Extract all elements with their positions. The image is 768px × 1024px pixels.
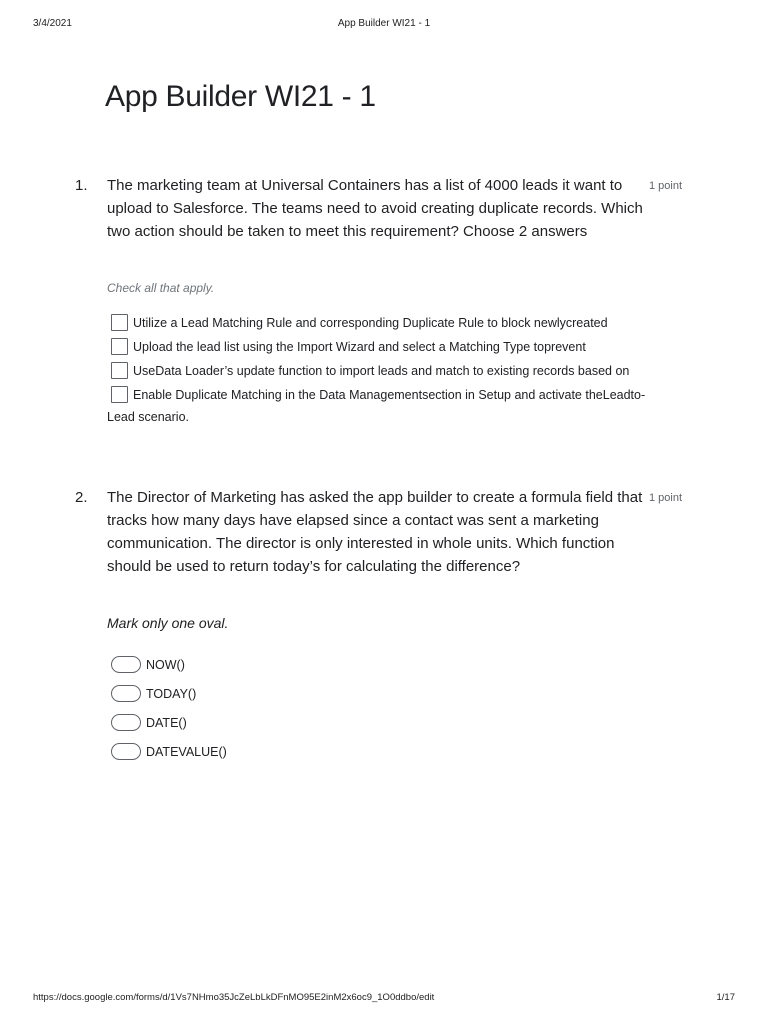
checkbox[interactable] [111,338,128,355]
question-instruction: Check all that apply. [107,281,215,295]
radio-oval[interactable] [111,714,141,731]
option-label: Enable Duplicate Matching in the Data Managementsection in Setup and activate theLeadto-Lead scenario. [107,388,646,424]
option-label: UseData Loader’s update function to import leads and match to existing records based on [133,364,630,378]
checkbox[interactable] [111,386,128,403]
checkbox-option[interactable] [107,312,707,334]
page-url: https://docs.google.com/forms/d/1Vs7NHmo35JcZeLbLkDFnMO95E2inM2x6oc9_1O0ddbo/edit [33,992,435,1003]
print-header [33,18,735,32]
radio-oval[interactable] [111,743,141,760]
option-label: Upload the lead list using the Import Wizard and select a Matching Type toprevent [133,340,586,354]
option-label: NOW() [146,658,185,672]
radio-oval[interactable] [111,685,141,702]
question-text: The Director of Marketing has asked the app builder to create a formula field that tracks how many days have elapsed since a contact was sent a marketing communication. The director is only interested in whole units. Which function should be used to return today’s for calculating the difference? [107,489,643,575]
option-label: DATE() [146,716,187,730]
checkbox[interactable] [111,314,128,331]
radio-option[interactable] [107,712,707,734]
question-points: 1 point [649,180,683,192]
radio-option[interactable] [107,654,707,676]
option-label: TODAY() [146,687,197,701]
page-number: 1/17 [716,992,735,1003]
print-footer [33,992,735,1006]
radio-option[interactable] [107,683,707,705]
radio-option[interactable] [107,741,707,763]
checkbox-option[interactable] [107,384,647,428]
option-label: DATEVALUE() [146,745,227,759]
form-title: App Builder WI21 - 1 [105,80,376,113]
question-instruction: Mark only one oval. [107,615,229,631]
checkbox[interactable] [111,362,128,379]
question-text: The marketing team at Universal Containers has a list of 4000 leads it want to upload to Salesforce. The teams need to avoid creating duplicate records. Which two action should be taken to meet this requirement? Choose 2 answers [107,177,643,240]
checkbox-option[interactable] [107,360,707,382]
radio-oval[interactable] [111,656,141,673]
option-label: Utilize a Lead Matching Rule and corresponding Duplicate Rule to block newlycreated [133,316,608,330]
question-number: 1. [75,177,88,194]
checkbox-option[interactable] [107,336,707,358]
question-number: 2. [75,489,88,506]
question-points: 1 point [649,492,683,504]
print-date: 3/4/2021 [33,18,72,29]
print-title: App Builder WI21 - 1 [337,18,431,29]
